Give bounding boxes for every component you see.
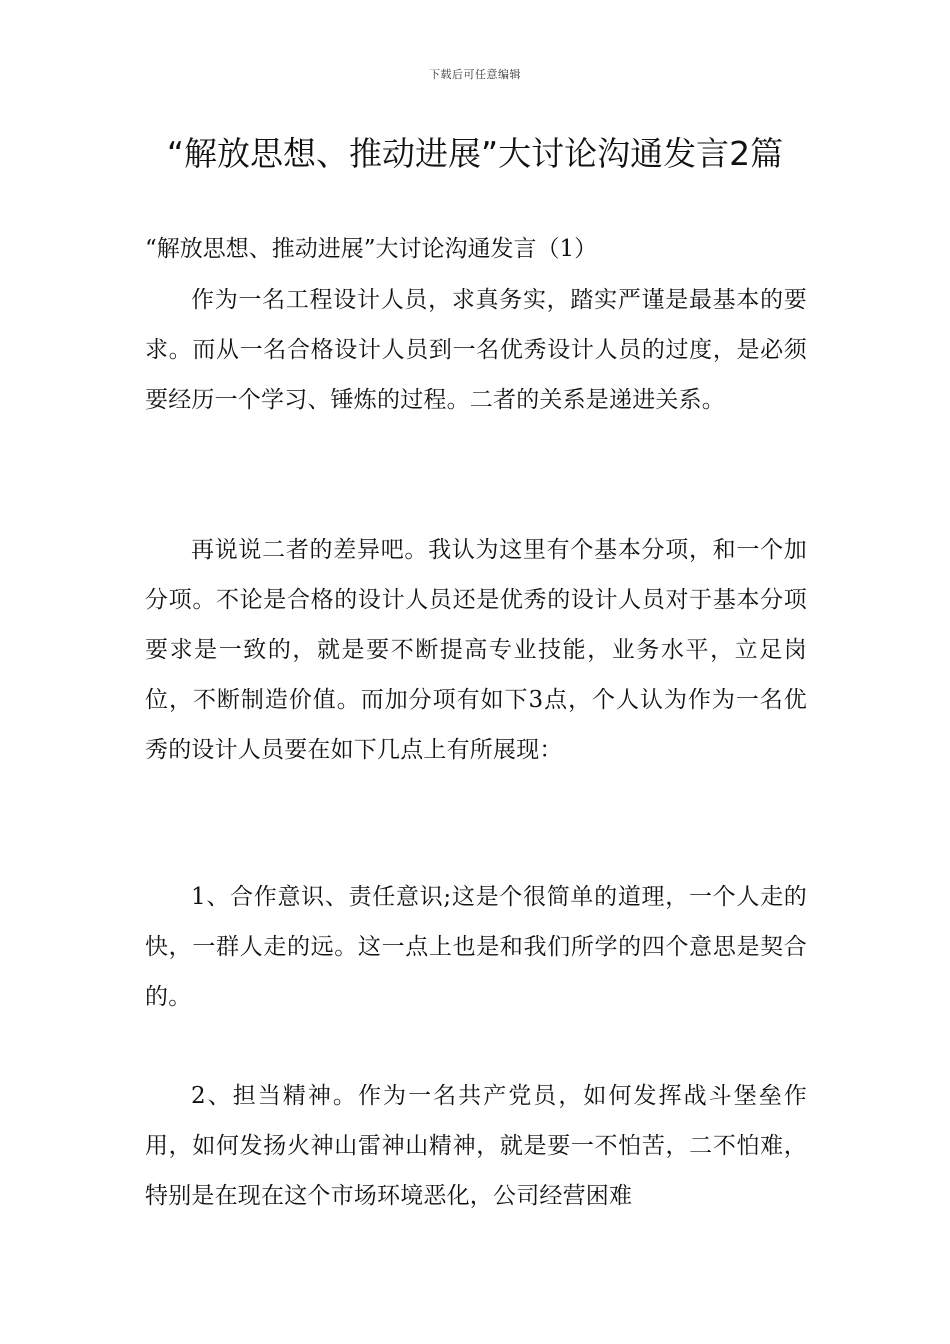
section-subtitle: “解放思想、推动进展”大讨论沟通发言（1） (145, 236, 598, 262)
paragraph-1: 作为一名工程设计人员，求真务实，踏实严谨是最基本的要求。而从一名合格设计人员到一名优秀设计人员的过度，是必须要经历一个学习、锤炼的过程。二者的关系是递进关系。 (145, 287, 807, 413)
paragraph-2: 再说说二者的差异吧。我认为这里有个基本分项，和一个加分项。不论是合格的设计人员还是优秀的设计人员对于基本分项要求是一致的，就是要不断提高专业技能，业务水平，立足岗位，不断制造价值。而加分项有如下3点，个人认为作为一名优秀的设计人员要在如下几点上有所展现： (145, 537, 807, 763)
paragraph-3: 1、合作意识、责任意识;这是个很简单的道理，一个人走的快，一群人走的远。这一点上也是和我们所学的四个意思是契合的。 (145, 884, 807, 1010)
paragraph-4: 2、担当精神。作为一名共产党员，如何发挥战斗堡垒作用，如何发扬火神山雷神山精神，就是要一不怕苦，二不怕难，特别是在现在这个市场环境恶化，公司经营困难 (145, 1083, 807, 1209)
header-note: 下载后可任意编辑 (429, 68, 521, 81)
document-title: “解放思想、推动进展”大讨论沟通发言2篇 (166, 134, 784, 173)
